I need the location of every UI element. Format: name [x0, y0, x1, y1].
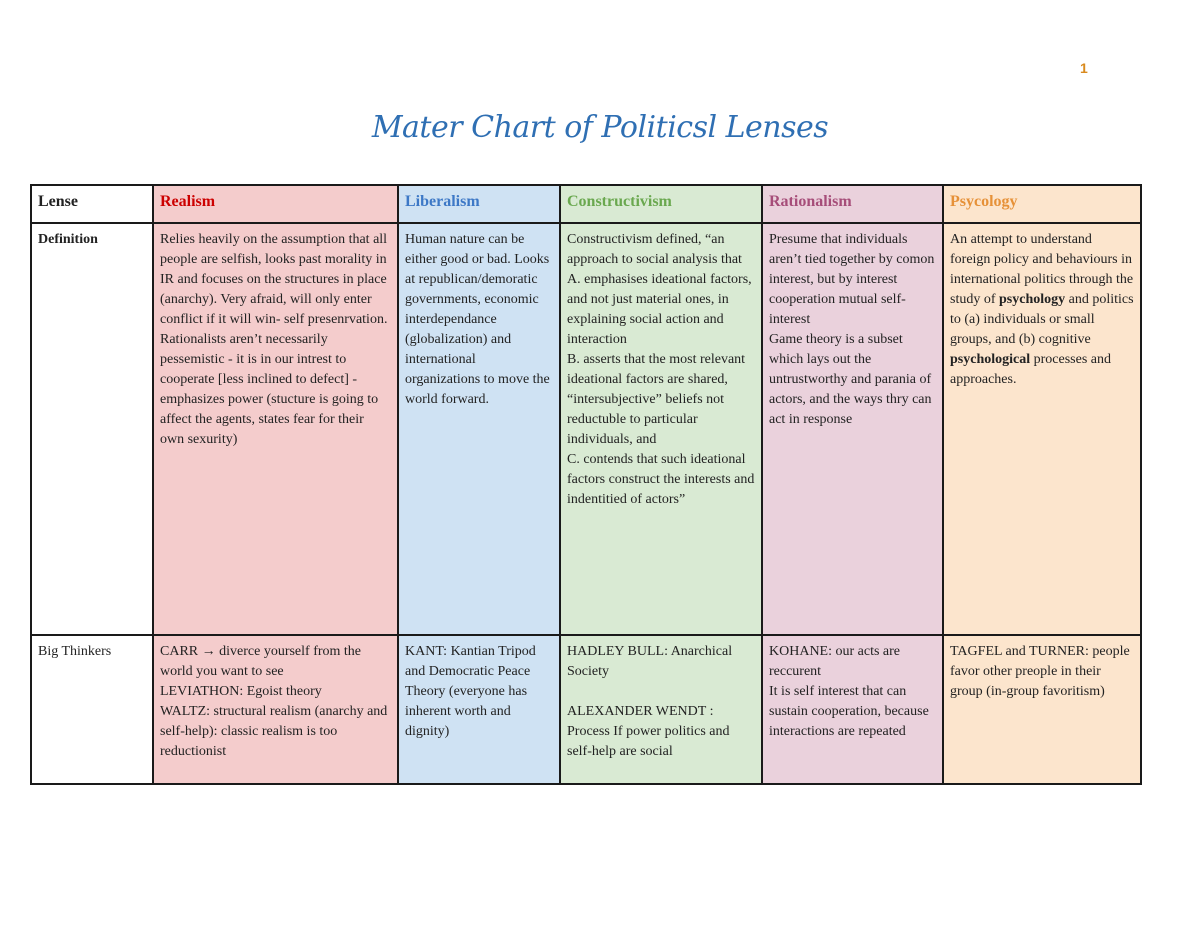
thinkers-liberalism-text: KANT: Kantian Tripod and Democratic Peace Theory (everyone has inherent worth and dignity) — [405, 644, 536, 739]
definition-liberalism-text: Human nature can be either good or bad. Looks at republican/demoratic governments, economic interdependance (globalization) and international organizations to move the world forward. — [405, 232, 550, 407]
header-rationalism: Rationalism — [762, 185, 943, 223]
page-number: 1 — [1080, 60, 1088, 76]
psycology-text-2: and politics to (a) individuals or small groups, and (b) cognitive — [950, 292, 1134, 347]
thinkers-rationalism — [762, 635, 943, 784]
header-lense: Lense — [31, 185, 153, 223]
psycology-bold-1: psychology — [999, 292, 1066, 307]
thinkers-constructivism-text-1: HADLEY BULL: Anarchical Society — [567, 644, 733, 679]
psycology-bold-2: psychological — [950, 352, 1031, 367]
page-title: Mater Chart of Politicsl Lenses — [371, 110, 829, 145]
paragraph-gap — [567, 682, 755, 702]
header-realism: Realism — [153, 185, 398, 223]
thinkers-psycology — [943, 635, 1141, 784]
psycology-text-3: processes and approaches. — [950, 352, 1111, 387]
definition-liberalism — [398, 223, 560, 635]
header-psycology: Psycology — [943, 185, 1141, 223]
lenses-table — [30, 184, 1142, 785]
row-label-big-thinkers: Big Thinkers — [31, 635, 153, 784]
thinkers-realism-text: CARR → diverce yourself from the world you want to see LEVIATHON: Egoist theory WALTZ: structural realism (anarchy and self-help): classic realism is too reductionist — [160, 644, 388, 759]
definition-rationalism — [762, 223, 943, 635]
thinkers-constructivism-text-2: ALEXANDER WENDT : Process If power politics and self-help are social — [567, 704, 730, 759]
header-liberalism: Liberalism — [398, 185, 560, 223]
definition-psycology — [943, 223, 1141, 635]
row-label-definition: Definition — [31, 223, 153, 635]
definition-constructivism — [560, 223, 762, 635]
definition-constructivism-text: Constructivism defined, “an approach to social analysis that A. emphasises ideational factors, and not just material ones, in explaining social action and interaction B. asserts that the most relevant ideational factors are shared, “intersubjective” beliefs not reductuble to particular individuals, and C. contends that such ideational factors construct the interests and indentitied of actors” — [567, 232, 755, 507]
thinkers-constructivism — [560, 635, 762, 784]
psycology-text-1: An attempt to understand foreign policy and behaviours in international politics through the study of — [950, 232, 1134, 307]
definition-realism — [153, 223, 398, 635]
table-row-definition — [31, 223, 1141, 635]
definition-realism-text: Relies heavily on the assumption that all people are selfish, looks past morality in IR and focuses on the structures in place (anarchy). Very afraid, will only enter conflict if it will win- self presenrvation. Rationalists aren’t necessarily pessemistic - it is in our intrest to cooperate [less inclined to defect] -emphasizes power (stucture is going to affect the agents, states fear for their own sexurity) — [160, 232, 388, 447]
thinkers-rationalism-text: KOHANE: our acts are reccurent It is self interest that can sustain cooperation, because interactions are repeated — [769, 644, 929, 739]
definition-rationalism-text: Presume that individuals aren’t tied together by comon interest, but by interest cooperation mutual self-interest Game theory is a subset which lays out the untrustworthy and parania of actors, and the ways thry can act in response — [769, 232, 935, 427]
header-constructivism: Constructivism — [560, 185, 762, 223]
thinkers-psycology-text: TAGFEL and TURNER: people favor other preople in their group (in-group favoritism) — [950, 644, 1130, 699]
thinkers-realism — [153, 635, 398, 784]
table-header-row — [31, 185, 1141, 223]
table-row-big-thinkers — [31, 635, 1141, 784]
thinkers-liberalism — [398, 635, 560, 784]
